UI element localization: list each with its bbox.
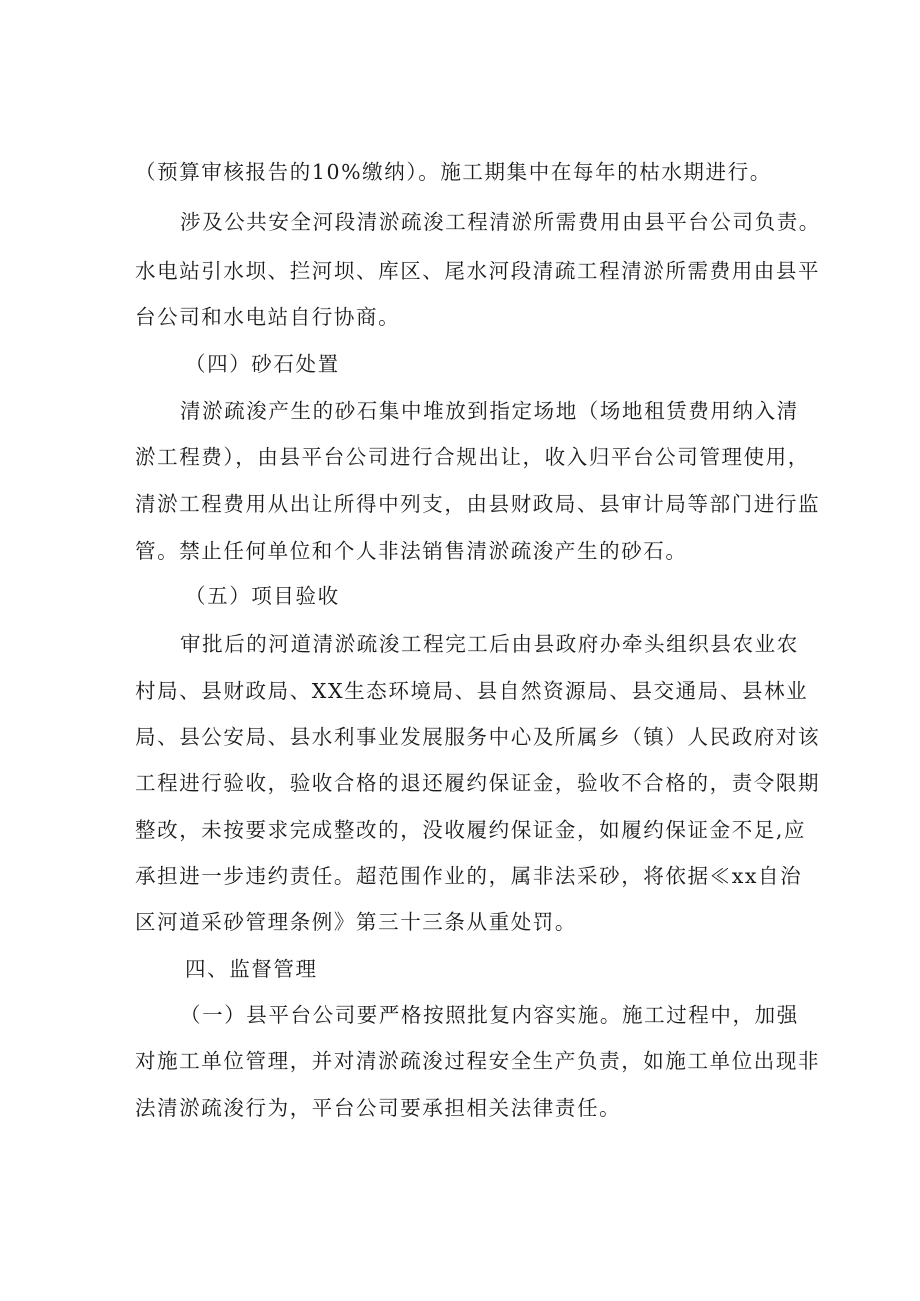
paragraph-line: 涉及公共安全河段清淤疏浚工程清淤所需费用由县平台公司负责。: [180, 210, 821, 234]
paragraph-line: 清淤工程费用从出让所得中列支，由县财政局、县审计局等部门进行监: [135, 492, 821, 516]
paragraph-line: 区河道采砂管理条例》第三十三条从重处罚。: [135, 910, 577, 934]
paragraph-line: 管。禁止任何单位和个人非法销售清淤疏浚产生的砂石。: [135, 539, 688, 563]
paragraph-line: 村局、县财政局、XX生态环境局、县自然资源局、县交通局、县林业: [135, 679, 809, 703]
paragraph-line: 审批后的河道清淤疏浚工程完工后由县政府办牵头组织县农业农: [180, 632, 799, 656]
paragraph-line: 整改，未按要求完成整改的，没收履约保证金，如履约保证金不足,应: [135, 818, 807, 842]
paragraph-line: 台公司和水电站自行协商。: [135, 305, 401, 329]
paragraph-line: 水电站引水坝、拦河坝、库区、尾水河段清疏工程清淤所需费用由县平: [135, 259, 821, 283]
paragraph-line: 局、县公安局、县水利事业发展服务中心及所属乡（镇）人民政府对该: [135, 725, 821, 749]
paragraph-line: 对施工单位管理，并对清淤疏浚过程安全生产负责，如施工单位出现非: [135, 1049, 821, 1073]
section-heading: （四）砂石处置: [185, 352, 340, 376]
section-heading: （五）项目验收: [185, 584, 340, 608]
paragraph-line: 工程进行验收，验收合格的退还履约保证金，验收不合格的，责令限期: [135, 771, 821, 795]
section-heading: 四、监督管理: [185, 957, 318, 981]
paragraph-line: （预算审核报告的10%缴纳）。施工期集中在每年的枯水期进行。: [135, 160, 772, 184]
paragraph-line: 淤工程费），由县平台公司进行合规出让，收入归平台公司管理使用，: [135, 445, 810, 469]
paragraph-line: 承担进一步违约责任。超范围作业的，属非法采砂，将依据≪xx自治: [135, 864, 803, 888]
paragraph-line: 清淤疏浚产生的砂石集中堆放到指定场地（场地租赁费用纳入清: [180, 399, 799, 423]
paragraph-line: （一）县平台公司要严格按照批复内容实施。施工过程中，加强: [180, 1003, 799, 1027]
paragraph-line: 法清淤疏浚行为，平台公司要承担相关法律责任。: [135, 1096, 622, 1120]
